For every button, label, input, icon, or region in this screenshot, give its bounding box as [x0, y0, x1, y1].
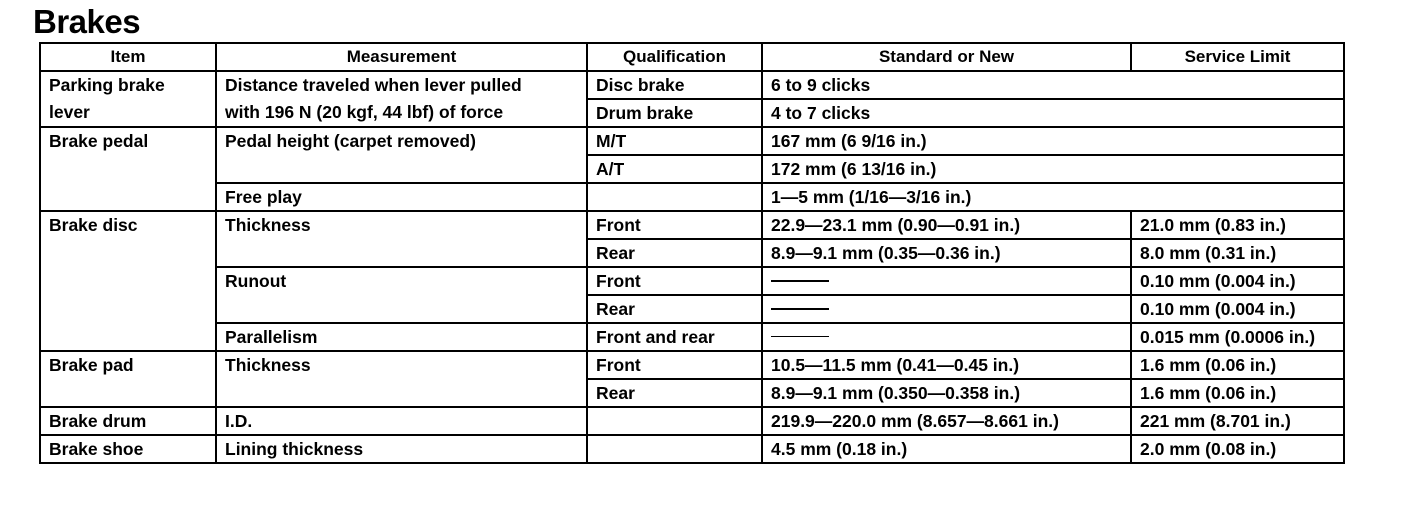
qualification-cell: M/T [587, 127, 762, 155]
table-row [40, 407, 1344, 435]
standard-cell: 219.9—220.0 mm (8.657—8.661 in.) [762, 407, 1131, 435]
qualification-cell: Disc brake [587, 71, 762, 99]
page-title: Brakes [33, 3, 141, 40]
table-row [40, 323, 1344, 351]
header-qualification: Qualification [587, 43, 762, 71]
standard-cell: 6 to 9 clicks [762, 71, 1344, 99]
service-limit-cell: 221 mm (8.701 in.) [1131, 407, 1344, 435]
table-row [40, 435, 1344, 463]
service-limit-cell: 0.10 mm (0.004 in.) [1131, 295, 1344, 323]
qualification-cell: Front [587, 351, 762, 379]
header-measurement: Measurement [216, 43, 587, 71]
table-row [40, 211, 1344, 239]
table-header-row [40, 43, 1344, 71]
standard-cell: 4.5 mm (0.18 in.) [762, 435, 1131, 463]
qualification-cell [587, 183, 762, 211]
item-cell: Brake shoe [40, 435, 216, 463]
qualification-cell: Rear [587, 379, 762, 407]
measurement-cell: I.D. [216, 407, 587, 435]
measurement-cell: Free play [216, 183, 587, 211]
qualification-cell: A/T [587, 155, 762, 183]
not-applicable-dash [771, 280, 829, 282]
item-cell: Brake pad [40, 351, 216, 407]
qualification-cell: Drum brake [587, 99, 762, 127]
service-limit-cell: 21.0 mm (0.83 in.) [1131, 211, 1344, 239]
table-row [40, 127, 1344, 155]
header-standard: Standard or New [762, 43, 1131, 71]
qualification-cell: Rear [587, 239, 762, 267]
measurement-cell: with 196 N (20 kgf, 44 lbf) of force [216, 99, 587, 127]
standard-cell: 4 to 7 clicks [762, 99, 1344, 127]
standard-cell: 1—5 mm (1/16—3/16 in.) [762, 183, 1344, 211]
measurement-cell: Lining thickness [216, 435, 587, 463]
service-limit-cell: 1.6 mm (0.06 in.) [1131, 379, 1344, 407]
table-row [40, 99, 1344, 127]
measurement-cell: Distance traveled when lever pulled [216, 71, 587, 99]
service-limit-cell: 0.015 mm (0.0006 in.) [1131, 323, 1344, 351]
standard-cell [762, 295, 1131, 323]
measurement-cell: Thickness [216, 211, 587, 267]
item-cell: Brake drum [40, 407, 216, 435]
standard-cell: 8.9—9.1 mm (0.35—0.36 in.) [762, 239, 1131, 267]
table-row [40, 71, 1344, 99]
standard-cell: 172 mm (6 13/16 in.) [762, 155, 1344, 183]
qualification-cell: Front [587, 267, 762, 295]
qualification-cell [587, 435, 762, 463]
standard-cell: 10.5—11.5 mm (0.41—0.45 in.) [762, 351, 1131, 379]
item-cell: Parking brake [40, 71, 216, 99]
qualification-cell: Rear [587, 295, 762, 323]
measurement-cell: Thickness [216, 351, 587, 407]
not-applicable-dash [771, 308, 829, 310]
qualification-cell: Front [587, 211, 762, 239]
measurement-cell: Parallelism [216, 323, 587, 351]
table-row [40, 351, 1344, 379]
standard-cell: 8.9—9.1 mm (0.350—0.358 in.) [762, 379, 1131, 407]
item-cell: Brake pedal [40, 127, 216, 211]
header-service-limit: Service Limit [1131, 43, 1344, 71]
qualification-cell [587, 407, 762, 435]
standard-cell: 22.9—23.1 mm (0.90—0.91 in.) [762, 211, 1131, 239]
table-row [40, 183, 1344, 211]
qualification-cell: Front and rear [587, 323, 762, 351]
standard-cell [762, 267, 1131, 295]
item-cell: lever [40, 99, 216, 127]
item-cell: Brake disc [40, 211, 216, 351]
measurement-cell: Runout [216, 267, 587, 323]
service-limit-cell: 8.0 mm (0.31 in.) [1131, 239, 1344, 267]
service-limit-cell: 2.0 mm (0.08 in.) [1131, 435, 1344, 463]
standard-cell: 167 mm (6 9/16 in.) [762, 127, 1344, 155]
service-limit-cell: 1.6 mm (0.06 in.) [1131, 351, 1344, 379]
standard-cell [762, 323, 1131, 351]
measurement-cell: Pedal height (carpet removed) [216, 127, 587, 183]
header-item: Item [40, 43, 216, 71]
table-row [40, 267, 1344, 295]
brakes-spec-table [39, 42, 1345, 464]
service-limit-cell: 0.10 mm (0.004 in.) [1131, 267, 1344, 295]
not-applicable-dash [771, 336, 829, 337]
